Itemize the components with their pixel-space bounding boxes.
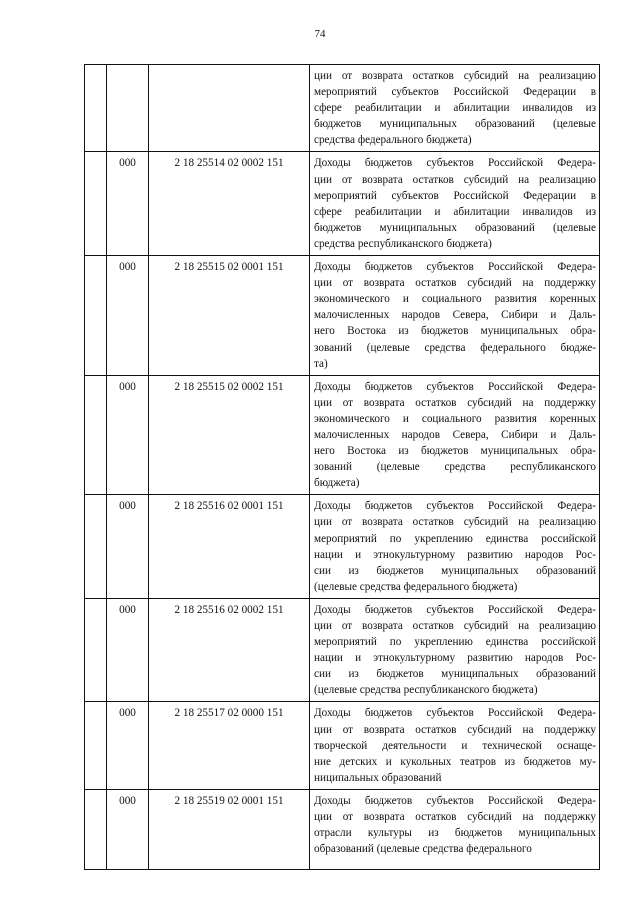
- description-line: экономического и социального развития коренных: [314, 293, 596, 306]
- description-line: ции от возврата остатков субсидий на поддержку: [314, 396, 596, 409]
- description-line: Доходы бюджетов субъектов Российской Федера-: [314, 500, 596, 513]
- description-line: средства республиканского бюджета): [314, 237, 492, 250]
- revenue-codes-table: [84, 64, 600, 870]
- description-line: ции от возврата остатков субсидий на реализацию: [314, 516, 596, 529]
- description-line: Доходы бюджетов субъектов Российской Федера-: [314, 603, 596, 616]
- description-line: ции от возврата остатков субсидий на реализацию: [314, 620, 596, 632]
- row-number-cell: [85, 65, 107, 152]
- table-row: [85, 256, 600, 376]
- description-line: Доходы бюджетов субъектов Российской Федера-: [314, 261, 596, 274]
- row-number-cell: [85, 256, 107, 376]
- description-line: сии из бюджетов муниципальных образований: [314, 668, 596, 681]
- table-row: [85, 789, 600, 869]
- description-line: мероприятий субъектов Российской Федерации в: [314, 189, 596, 202]
- description-line: ции от возврата остатков субсидий на реализацию: [314, 173, 596, 186]
- admin-code-cell: 000: [107, 375, 149, 495]
- admin-code-cell: 000: [107, 256, 149, 376]
- description-line: сии из бюджетов муниципальных образований: [314, 564, 596, 577]
- description-line: нации и этнокультурному развитию народов Рос-: [314, 652, 596, 665]
- row-number-cell: [85, 375, 107, 495]
- revenue-code-cell: 2 18 25516 02 0002 151: [149, 598, 310, 702]
- table-row: [85, 495, 600, 599]
- description-line: (целевые средства республиканского бюджета): [314, 684, 538, 697]
- row-number-cell: [85, 789, 107, 869]
- description-cell: [310, 65, 600, 152]
- revenue-code-cell: 2 18 25515 02 0001 151: [149, 256, 310, 376]
- description-cell: [310, 375, 600, 495]
- description-line: ние детских и кукольных театров из бюджетов му-: [314, 755, 596, 768]
- description-cell: [310, 256, 600, 376]
- table-row: [85, 702, 600, 789]
- description-line: бюджетов муниципальных образований (целевые: [314, 221, 596, 234]
- table-row: [85, 65, 600, 152]
- row-number-cell: [85, 598, 107, 702]
- description-line: отрасли культуры из бюджетов муниципальных: [314, 827, 596, 840]
- admin-code-cell: 000: [107, 702, 149, 789]
- description-line: средства федерального бюджета): [314, 134, 472, 147]
- row-number-cell: [85, 702, 107, 789]
- description-line: творческой деятельности и технической оснаще-: [314, 739, 596, 752]
- description-cell: [310, 495, 600, 599]
- revenue-code-cell: 2 18 25514 02 0002 151: [149, 152, 310, 256]
- description-line: него Востока из бюджетов муниципальных обра-: [314, 445, 596, 458]
- description-cell: [310, 789, 600, 869]
- description-line: него Востока из бюджетов муниципальных обра-: [314, 325, 596, 338]
- revenue-code-cell: 2 18 25517 02 0000 151: [149, 702, 310, 789]
- page-number: 74: [314, 28, 326, 40]
- description-line: Доходы бюджетов субъектов Российской Федера-: [314, 380, 596, 393]
- description-cell: [310, 598, 600, 702]
- description-line: зований (целевые средства федерального бюдже-: [314, 341, 596, 354]
- description-line: бюджетов муниципальных образований (целевые: [314, 118, 596, 131]
- row-number-cell: [85, 152, 107, 256]
- description-line: образований (целевые средства федерального: [314, 843, 532, 856]
- description-line: Доходы бюджетов субъектов Российской Федера-: [314, 794, 596, 807]
- description-line: нации и этнокультурному развитию народов Рос-: [314, 548, 596, 561]
- description-line: ции от возврата остатков субсидий на реализацию: [314, 70, 596, 82]
- description-cell: [310, 702, 600, 789]
- description-line: ции от возврата остатков субсидий на поддержку: [314, 277, 596, 290]
- description-line: зований (целевые средства республиканского: [314, 461, 596, 474]
- description-line: та): [314, 357, 328, 370]
- description-line: мероприятий по укреплению единства российской: [314, 532, 596, 545]
- admin-code-cell: 000: [107, 789, 149, 869]
- description-line: бюджета): [314, 477, 360, 490]
- admin-code-cell: 000: [107, 598, 149, 702]
- description-line: Доходы бюджетов субъектов Российской Федера-: [314, 157, 596, 170]
- description-cell: [310, 152, 600, 256]
- description-line: (целевые средства федерального бюджета): [314, 580, 518, 593]
- description-line: малочисленных народов Севера, Сибири и Даль-: [314, 309, 596, 322]
- description-line: ниципальных образований: [314, 771, 442, 784]
- description-line: ции от возврата остатков субсидий на поддержку: [314, 723, 596, 736]
- description-line: экономического и социального развития коренных: [314, 412, 596, 425]
- table-row: [85, 598, 600, 702]
- description-line: Доходы бюджетов субъектов Российской Федера-: [314, 707, 596, 720]
- description-line: ции от возврата остатков субсидий на поддержку: [314, 811, 596, 824]
- admin-code-cell: 000: [107, 152, 149, 256]
- admin-code-cell: 000: [107, 495, 149, 599]
- description-line: сфере реабилитации и абилитации инвалидов из: [314, 205, 596, 218]
- description-line: мероприятий субъектов Российской Федерации в: [314, 86, 596, 99]
- admin-code-cell: [107, 65, 149, 152]
- table-row: [85, 152, 600, 256]
- revenue-code-cell: 2 18 25515 02 0002 151: [149, 375, 310, 495]
- table-row: [85, 375, 600, 495]
- description-line: мероприятий по укреплению единства российской: [314, 636, 596, 649]
- revenue-code-cell: [149, 65, 310, 152]
- description-line: сфере реабилитации и абилитации инвалидов из: [314, 102, 596, 115]
- description-line: малочисленных народов Севера, Сибири и Даль-: [314, 428, 596, 441]
- revenue-code-cell: 2 18 25516 02 0001 151: [149, 495, 310, 599]
- row-number-cell: [85, 495, 107, 599]
- revenue-code-cell: 2 18 25519 02 0001 151: [149, 789, 310, 869]
